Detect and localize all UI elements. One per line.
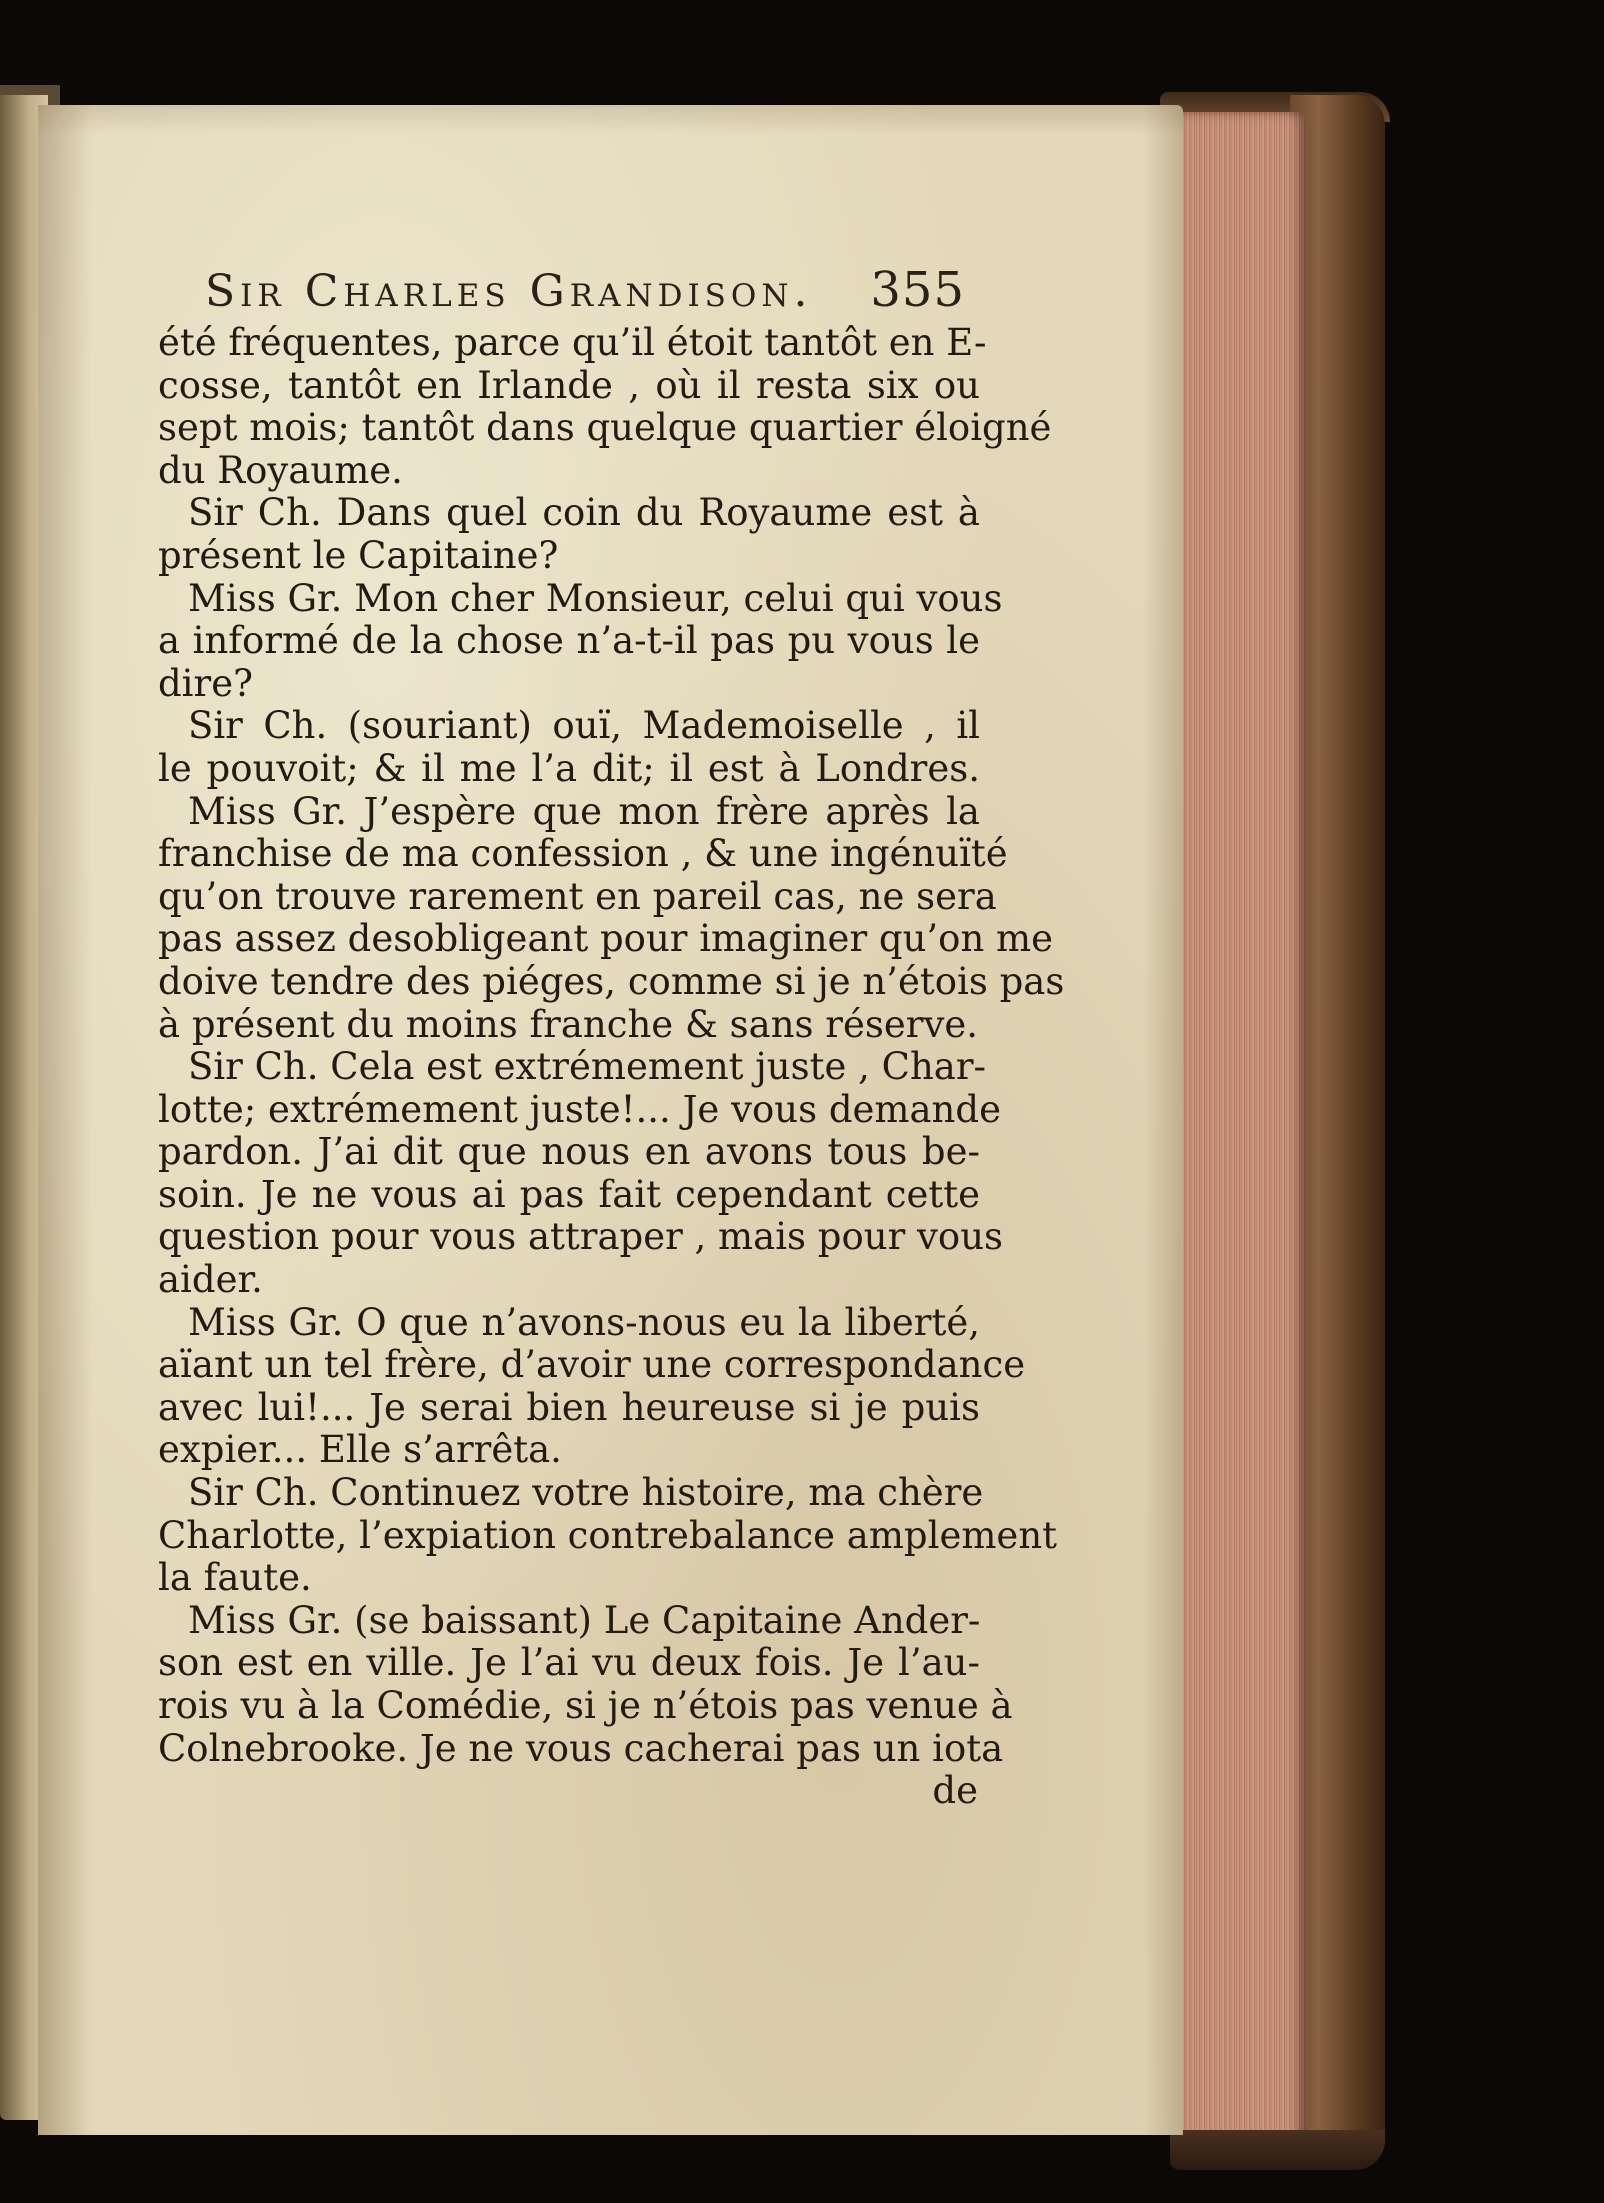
cover-bottom-edge xyxy=(1170,2130,1385,2170)
text-line: avec lui!... Je serai bien heureuse si je puis xyxy=(158,1385,980,1429)
text-line: qu’on trouve rarement en pareil cas, ne sera xyxy=(158,874,997,918)
text-line: Sir Ch. (souriant) ouï, Mademoiselle , il xyxy=(188,704,980,748)
text-line: présent le Capitaine? xyxy=(158,533,559,577)
text-line: expier... Elle s’arrêta. xyxy=(158,1428,562,1472)
text-line: Colnebrooke. Je ne vous cacherai pas un iota xyxy=(158,1726,1004,1770)
text-line: a informé de la chose n’a-t-il pas pu vous le xyxy=(158,619,980,663)
text-line: cosse, tantôt en Irlande , où il resta six ou xyxy=(158,363,980,407)
text-line: franchise de ma confession , & une ingénuïté xyxy=(158,832,1008,876)
text-line: Sir Ch. Cela est extrémement juste , Char- xyxy=(188,1045,987,1089)
text-line: rois vu à la Comédie, si je n’étois pas venue à xyxy=(158,1684,1013,1727)
running-title: Sir Charles Grandison. xyxy=(205,266,813,317)
text-line: pas assez desobligeant pour imaginer qu’on me xyxy=(158,917,1054,961)
text-line: dire? xyxy=(158,661,253,705)
text-line: à présent du moins franche & sans réserve. xyxy=(158,1002,978,1046)
text-line: Sir Ch. Continuez votre histoire, ma chère xyxy=(188,1471,984,1515)
text-line: Miss Gr. J’espère que mon frère après la xyxy=(188,789,980,833)
text-line: Miss Gr. Mon cher Monsieur, celui qui vous xyxy=(188,576,1003,620)
text-line: soin. Je ne vous ai pas fait cependant cette xyxy=(158,1172,980,1216)
text-line: sept mois; tantôt dans quelque quartier éloigné xyxy=(158,406,1052,450)
text-line: Charlotte, l’expiation contrebalance amplement xyxy=(158,1513,1058,1557)
text-line: Sir Ch. Dans quel coin du Royaume est à xyxy=(188,491,980,535)
text-line: lotte; extrémement juste!... Je vous demande xyxy=(158,1087,1001,1131)
text-line: le pouvoit; & il me l’a dit; il est à Londres. xyxy=(158,746,980,790)
text-line: pardon. J’ai dit que nous en avons tous be- xyxy=(158,1130,980,1174)
text-line: aïant un tel frère, d’avoir une correspondance xyxy=(158,1343,1026,1387)
text-line: la faute. xyxy=(158,1556,312,1600)
text-line: aider. xyxy=(158,1258,263,1302)
text-line: été fréquentes, parce qu’il étoit tantôt en E- xyxy=(158,321,987,364)
page-text xyxy=(158,321,1065,1813)
text-line: doive tendre des piéges, comme si je n’étois pas xyxy=(158,959,1065,1003)
page-fore-edge xyxy=(1170,112,1305,2147)
text-line: Miss Gr. (se baissant) Le Capitaine Ander- xyxy=(188,1598,981,1642)
text-line: du Royaume. xyxy=(158,448,403,492)
catchword: de xyxy=(932,1769,978,1813)
running-head xyxy=(205,262,965,318)
text-line: question pour vous attraper , mais pour vous xyxy=(158,1215,1004,1259)
text-line: Miss Gr. O que n’avons-nous eu la liberté, xyxy=(188,1300,980,1344)
text-line: son est en ville. Je l’ai vu deux fois. Je l’au- xyxy=(158,1641,980,1685)
page-number: 355 xyxy=(870,262,965,318)
